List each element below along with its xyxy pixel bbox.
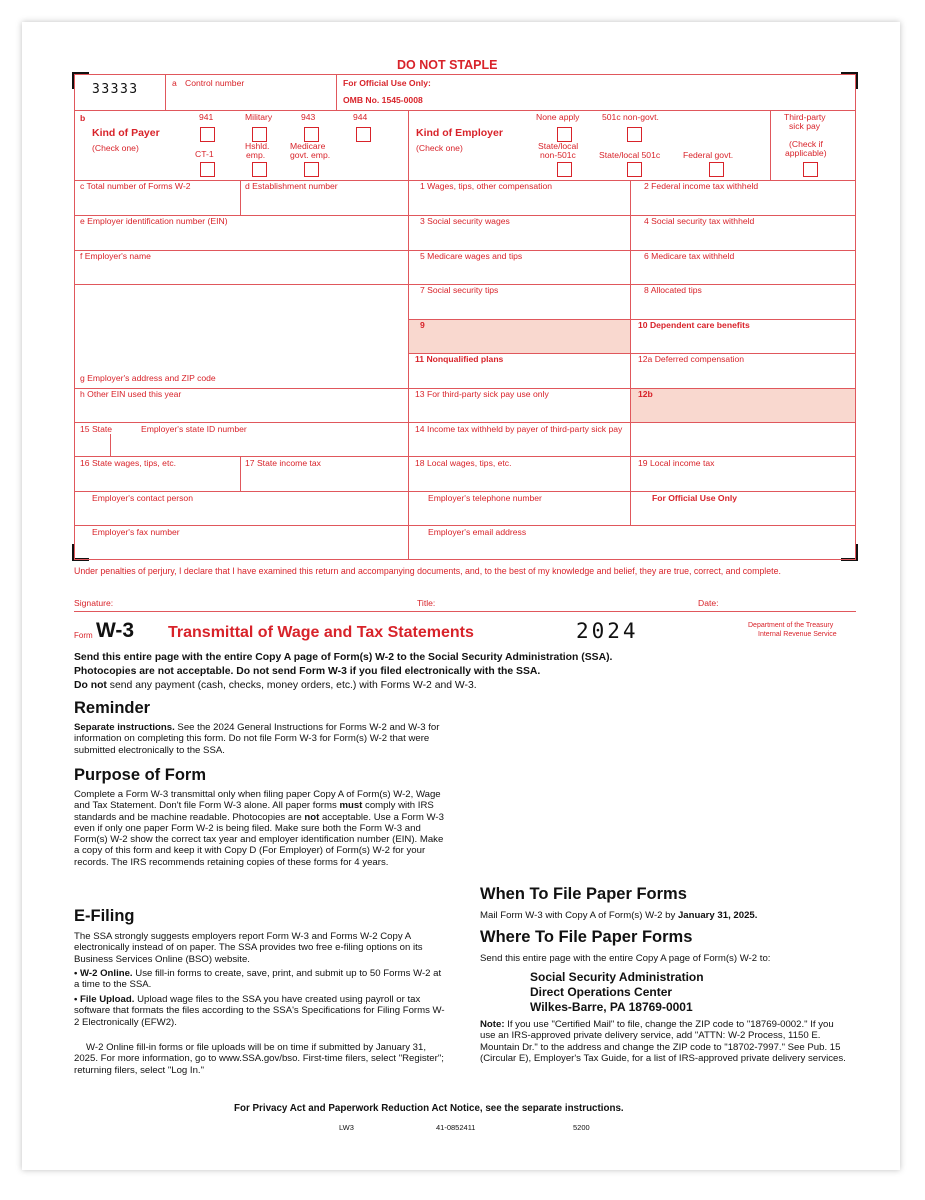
send-line-3-text: send any payment (cash, checks, money orders, etc.) with Forms W-2 and W-3.	[106, 680, 477, 691]
box-7-label: 7 Social security tips	[420, 285, 499, 295]
irs-label: Internal Revenue Service	[758, 631, 837, 638]
efiling-bullet-2	[74, 994, 446, 1028]
when-date: January 31, 2025.	[677, 910, 758, 921]
where-note-text: If you use "Certified Mail" to file, change the ZIP code to "18769-0002." If you use an IRS-approved private delivery service, add "ATTN: W-2 Process, 1150 E. Mountain Dr." to the address and change the ZIP code to "18702-7997." See Pub. 15 (Circular E), Employer's Tax Guide, for a list of IRS-approved private delivery services.	[480, 1019, 846, 1064]
send-line-2: Photocopies are not acceptable. Do not send Form W-3 if you filed electronically with the SSA.	[74, 666, 541, 677]
box-16-label: 16 State wages, tips, etc.	[80, 458, 177, 468]
efiling-b1-text: Use fill-in forms to create, save, print, and submit up to 50 Forms W-2 at a time to the SSA.	[74, 968, 442, 991]
purpose-text	[74, 789, 446, 868]
purpose-heading: Purpose of Form	[74, 766, 207, 784]
tax-year: 2024	[576, 619, 639, 643]
official-use-only-label: For Official Use Only	[652, 493, 738, 503]
box-d-label: d Establishment number	[245, 181, 338, 191]
box-h-label: h Other EIN used this year	[80, 389, 182, 399]
box-12a-label: 12a Deferred compensation	[638, 354, 745, 364]
address-line-1: Social Security Administration	[530, 970, 704, 984]
checkbox-third-party-sick-pay[interactable]	[803, 162, 818, 177]
when-body: Mail Form W-3 with Copy A of Form(s) W-2 by	[480, 910, 678, 921]
third-party-label-1: Third-party	[784, 112, 826, 122]
checkbox-federal-govt[interactable]	[709, 162, 724, 177]
box-9-shade	[408, 319, 630, 353]
purpose-p1-bold: must	[339, 800, 363, 812]
efiling-b1-lead: • W-2 Online.	[74, 968, 133, 979]
efiling-bullet-1	[74, 968, 446, 991]
reminder-lead: Separate instructions.	[74, 722, 175, 733]
do-not-staple: DO NOT STAPLE	[397, 58, 498, 72]
dept-treasury: Department of the Treasury	[748, 622, 834, 629]
when-heading: When To File Paper Forms	[480, 885, 687, 903]
kind-of-payer-title: Kind of Payer	[92, 127, 160, 139]
address-line-3: Wilkes-Barre, PA 18769-0001	[530, 1000, 693, 1014]
omb-number: OMB No. 1545-0008	[343, 95, 423, 105]
501c-nongovt-label: 501c non-govt.	[602, 112, 659, 122]
checkbox-military[interactable]	[252, 127, 267, 142]
third-party-label-4: applicable)	[785, 148, 827, 158]
email-label: Employer's email address	[428, 527, 527, 537]
opt-medicare-label-1: Medicare	[290, 141, 326, 151]
when-text	[480, 910, 870, 921]
where-note-lead: Note:	[480, 1019, 505, 1030]
opt-hshld-label-2: emp.	[246, 150, 266, 160]
box-15-label: 15 State	[80, 424, 113, 434]
footer-code-2: 41-0852411	[436, 1123, 476, 1132]
signature-label: Signature:	[74, 598, 114, 608]
perjury-statement: Under penalties of perjury, I declare that I have examined this return and accompanying documents, and, to the best of my knowledge and belief, they are true, correct, and complete.	[74, 566, 781, 576]
box-e-label: e Employer identification number (EIN)	[80, 216, 228, 226]
checkbox-hshld[interactable]	[252, 162, 267, 177]
box-17-label: 17 State income tax	[245, 458, 321, 468]
efiling-b2-text: Upload wage files to the SSA you have created using payroll or tax software that formats the files according to the SSA's Specifications for Filing Forms W-2 Electronically (EFW2).	[74, 994, 445, 1028]
efiling-closing: W-2 Online fill-in forms or file uploads will be on time if submitted by January 31, 2025. For more information, go to www.SSA.gov/bso. First-time filers, select "Register"; returning filers, select "Log In."	[74, 1042, 444, 1076]
box-g-label: g Employer's address and ZIP code	[80, 373, 216, 383]
box-13-label: 13 For third-party sick pay use only	[415, 389, 549, 399]
signature-line	[74, 611, 856, 612]
box-1-label: 1 Wages, tips, other compensation	[420, 181, 552, 191]
box-12b-label: 12b	[638, 389, 653, 399]
control-code: 33333	[92, 82, 139, 97]
opt-943-label: 943	[301, 112, 316, 122]
checkbox-ct1[interactable]	[200, 162, 215, 177]
reminder-text	[74, 722, 444, 756]
w3-form-page	[22, 22, 900, 1170]
checkbox-state-local-501c[interactable]	[627, 162, 642, 177]
state-id-label: Employer's state ID number	[141, 424, 247, 434]
opt-944-label: 944	[353, 112, 368, 122]
box-3-label: 3 Social security wages	[420, 216, 510, 226]
form-word: Form	[74, 631, 93, 640]
form-title: Transmittal of Wage and Tax Statements	[168, 624, 474, 641]
opt-ct1-label: CT-1	[195, 149, 214, 159]
opt-military-label: Military	[245, 112, 273, 122]
contact-person-label: Employer's contact person	[92, 493, 193, 503]
box-5-label: 5 Medicare wages and tips	[420, 251, 523, 261]
box-19-label: 19 Local income tax	[638, 458, 715, 468]
efiling-intro: The SSA strongly suggests employers report Form W-3 and Forms W-2 Copy A electronically instead of on paper. The SSA provides two free e-filing options on its Business Services Online (BSO) website.	[74, 931, 423, 965]
checkbox-944[interactable]	[356, 127, 371, 142]
form-number: W-3	[96, 619, 135, 642]
title-label: Title:	[417, 598, 436, 608]
third-party-label-3: (Check if	[789, 139, 823, 149]
purpose-p1: Complete a Form W-3 transmittal only when filing paper Copy A of Form(s) W-2, Wage and Tax Statement. Don't file Form W-3 alone. All paper forms	[74, 789, 441, 812]
checkbox-501c-nongovt[interactable]	[627, 127, 642, 142]
state-local-501c-label: State/local 501c	[599, 150, 661, 160]
box-18-label: 18 Local wages, tips, etc.	[415, 458, 512, 468]
box-2-label: 2 Federal income tax withheld	[644, 181, 759, 191]
date-label: Date:	[698, 598, 719, 608]
federal-govt-label: Federal govt.	[683, 150, 734, 160]
opt-medicare-label-2: govt. emp.	[290, 150, 331, 160]
checkbox-state-local-non501c[interactable]	[557, 162, 572, 177]
employer-check-one: (Check one)	[416, 143, 463, 153]
opt-hshld-label-1: Hshld.	[245, 141, 270, 151]
reminder-body: See the 2024 General Instructions for Forms W-2 and W-3 for information on completing this form. Do not file Form W-3 for Form(s) W-2 that were submitted electronically to the SSA.	[74, 722, 440, 756]
box-11-label: 11 Nonqualified plans	[415, 354, 504, 364]
purpose-p2-bold: not	[304, 811, 320, 823]
box-4-label: 4 Social security tax withheld	[644, 216, 755, 226]
footer-code-1: LW3	[339, 1123, 354, 1132]
fax-label: Employer's fax number	[92, 527, 180, 537]
state-local-non501c-label-1: State/local	[538, 141, 579, 151]
efiling-heading: E-Filing	[74, 907, 135, 925]
box-a-letter: a	[172, 78, 177, 88]
box-6-label: 6 Medicare tax withheld	[644, 251, 735, 261]
box-f-label: f Employer's name	[80, 251, 151, 261]
none-apply-label: None apply	[536, 112, 580, 122]
box-c-label: c Total number of Forms W-2	[80, 181, 191, 191]
send-line-3-bold: Do not	[74, 680, 107, 691]
box-b-letter: b	[80, 113, 86, 123]
where-text: Send this entire page with the entire Copy A page of Form(s) W-2 to:	[480, 953, 771, 964]
where-note	[480, 1019, 846, 1064]
where-heading: Where To File Paper Forms	[480, 928, 693, 946]
checkbox-941[interactable]	[200, 127, 215, 142]
opt-941-label: 941	[199, 112, 214, 122]
telephone-label: Employer's telephone number	[428, 493, 542, 503]
purpose-p3: acceptable. Use a Form W-3 even if only one paper Form W-2 is being filed. Make sure both the Form W-3 and Form(s) W-2 show the correct tax year and employer identification number (EIN). Make a copy of this form and keep it with Copy D (For Employer) of Form(s) W-2 for your records. The IRS recommends retaining copies of these forms for 4 years.	[74, 811, 444, 868]
official-use-label: For Official Use Only:	[343, 78, 431, 88]
control-number-label: Control number	[185, 78, 245, 88]
box-12b-shade	[631, 388, 856, 422]
checkbox-none-apply[interactable]	[557, 127, 572, 142]
third-party-label-2: sick pay	[789, 121, 821, 131]
checkbox-943[interactable]	[304, 127, 319, 142]
checkbox-medicare-govt[interactable]	[304, 162, 319, 177]
box-10-label: 10 Dependent care benefits	[638, 320, 750, 330]
efiling-b2-lead: • File Upload.	[74, 994, 135, 1005]
box-14-label: 14 Income tax withheld by payer of third-party sick pay	[415, 424, 623, 434]
footer-code-3: 5200	[573, 1123, 590, 1132]
reminder-heading: Reminder	[74, 699, 151, 717]
purpose-p2: comply with IRS standards and be machine readable. Photocopies are	[74, 800, 434, 823]
address-line-2: Direct Operations Center	[530, 985, 673, 999]
kind-of-employer-title: Kind of Employer	[416, 127, 503, 139]
privacy-notice: For Privacy Act and Paperwork Reduction Act Notice, see the separate instructions.	[234, 1103, 624, 1114]
send-line-1: Send this entire page with the entire Copy A page of Form(s) W-2 to the Social Security Administration (SSA).	[74, 652, 613, 663]
payer-check-one: (Check one)	[92, 143, 139, 153]
box-8-label: 8 Allocated tips	[644, 285, 702, 295]
box-9-label: 9	[420, 320, 425, 330]
state-local-non501c-label-2: non-501c	[540, 150, 576, 160]
